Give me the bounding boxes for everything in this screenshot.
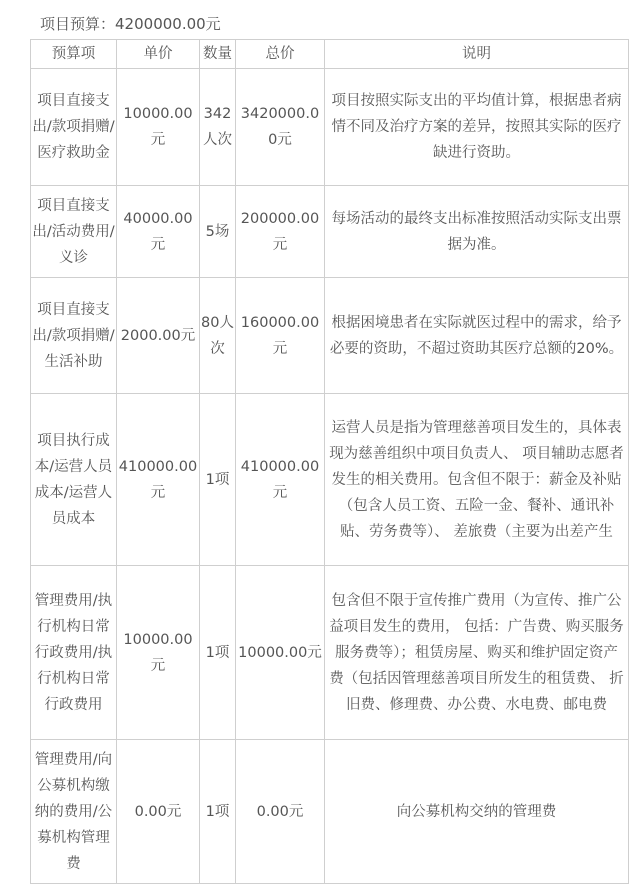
table-row bbox=[31, 69, 629, 186]
cell-quantity: 1项 bbox=[200, 394, 236, 566]
header-total: 总价 bbox=[236, 40, 325, 69]
budget-table bbox=[30, 39, 629, 884]
cell-quantity: 1项 bbox=[200, 566, 236, 740]
table-row bbox=[31, 566, 629, 740]
cell-unit-price: 0.00元 bbox=[117, 740, 200, 884]
cell-total: 3420000.00元 bbox=[236, 69, 325, 186]
cell-unit-price: 2000.00元 bbox=[117, 278, 200, 394]
cell-quantity: 1项 bbox=[200, 740, 236, 884]
cell-item: 项目执行成本/运营人员成本/运营人员成本 bbox=[31, 394, 117, 566]
budget-title bbox=[40, 13, 221, 35]
cell-description: 向公募机构交纳的管理费 bbox=[325, 740, 629, 884]
header-quantity: 数量 bbox=[200, 40, 236, 69]
cell-description: 每场活动的最终支出标准按照活动实际支出票据为准。 bbox=[325, 186, 629, 278]
cell-quantity: 80人次 bbox=[200, 278, 236, 394]
cell-unit-price: 40000.00元 bbox=[117, 186, 200, 278]
cell-unit-price: 10000.00元 bbox=[117, 69, 200, 186]
cell-unit-price: 10000.00元 bbox=[117, 566, 200, 740]
cell-total: 0.00元 bbox=[236, 740, 325, 884]
cell-total: 10000.00元 bbox=[236, 566, 325, 740]
budget-label: 项目预算： bbox=[40, 15, 116, 33]
cell-item: 管理费用/执行机构日常行政费用/执行机构日常行政费用 bbox=[31, 566, 117, 740]
cell-total: 200000.00元 bbox=[236, 186, 325, 278]
table-row bbox=[31, 394, 629, 566]
table-row bbox=[31, 186, 629, 278]
cell-description: 根据困境患者在实际就医过程中的需求，给予必要的资助，不超过资助其医疗总额的20%。 bbox=[325, 278, 629, 394]
header-description: 说明 bbox=[325, 40, 629, 69]
cell-total: 160000.00元 bbox=[236, 278, 325, 394]
cell-description: 运营人员是指为管理慈善项目发生的，具体表现为慈善组织中项目负责人、 项目辅助志愿者发生的相关费用。包含但不限于：薪金及补贴（包含人员工资、五险一金、餐补、通讯补贴、劳务费等）、 差旅费（主要为出差产生 bbox=[325, 394, 629, 566]
table-row bbox=[31, 740, 629, 884]
cell-item: 项目直接支出/款项捐赠/生活补助 bbox=[31, 278, 117, 394]
header-unit-price: 单价 bbox=[117, 40, 200, 69]
cell-description: 包含但不限于宣传推广费用（为宣传、推广公益项目发生的费用， 包括：广告费、购买服务服务费等）；租赁房屋、购买和维护固定资产费（包括因管理慈善项目所发生的租赁费、 折旧费、修理费、办公费、水电费、邮电费 bbox=[325, 566, 629, 740]
cell-total: 410000.00元 bbox=[236, 394, 325, 566]
cell-item: 项目直接支出/款项捐赠/医疗救助金 bbox=[31, 69, 117, 186]
cell-quantity: 5场 bbox=[200, 186, 236, 278]
cell-description: 项目按照实际支出的平均值计算，根据患者病情不同及治疗方案的差异，按照其实际的医疗缺进行资助。 bbox=[325, 69, 629, 186]
table-row bbox=[31, 278, 629, 394]
cell-unit-price: 410000.00元 bbox=[117, 394, 200, 566]
cell-quantity: 342人次 bbox=[200, 69, 236, 186]
cell-item: 管理费用/向公募机构缴纳的费用/公募机构管理费 bbox=[31, 740, 117, 884]
table-header-row bbox=[31, 40, 629, 69]
budget-amount: 4200000.00元 bbox=[115, 15, 221, 33]
cell-item: 项目直接支出/活动费用/义诊 bbox=[31, 186, 117, 278]
header-item: 预算项 bbox=[31, 40, 117, 69]
